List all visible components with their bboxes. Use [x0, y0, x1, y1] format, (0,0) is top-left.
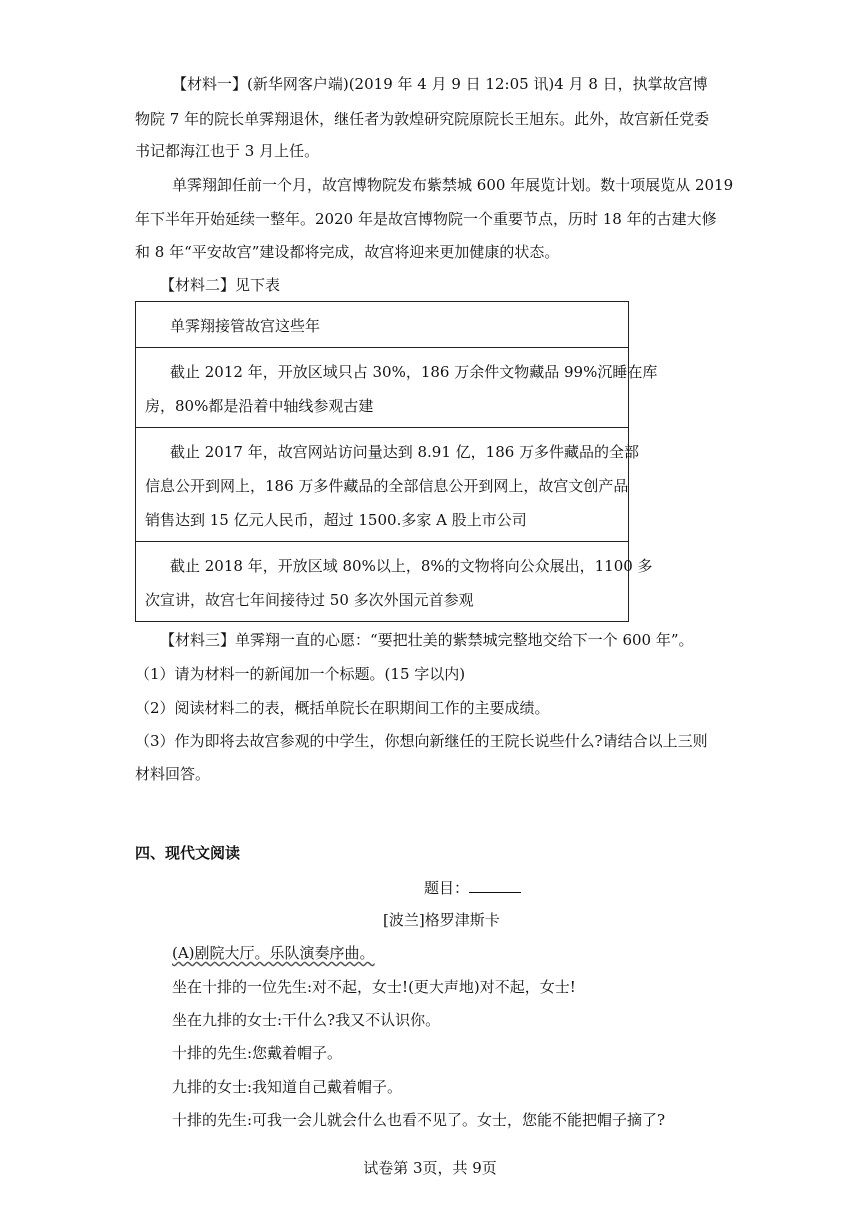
question-3: （3）作为即将去故宫参观的中学生，你想向新继任的王院长说些什么?请结合以上三则	[135, 732, 708, 750]
table-row-2-line-3: 销售达到 15 亿元人民币，超过 1500.多家 A 股上市公司	[145, 511, 527, 529]
material1-line-5: 年下半年开始延续一整年。2020 年是故宫博物院一个重要节点，历时 18 年的古建大修	[135, 210, 717, 228]
material2-label: 【材料二】见下表	[160, 276, 281, 294]
material1-line-1: 【材料一】(新华网客户端)(2019 年 4 月 9 日 12:05 讯)4 月 8 日，执掌故宫博	[172, 75, 708, 93]
material1-line-3: 书记都海江也于 3 月上任。	[135, 142, 320, 160]
table-row	[136, 347, 658, 427]
title-blank[interactable]	[469, 878, 521, 893]
table-row-1-line-2: 房，80%都是沿着中轴线参观古建	[145, 397, 374, 415]
material3: 【材料三】单霁翔一直的心愿：“要把壮美的紫禁城完整地交给下一个 600 年”。	[160, 631, 694, 649]
question-1: （1）请为材料一的新闻加一个标题。(15 字以内)	[135, 665, 466, 683]
table-row-2-line-1: 截止 2017 年，故宫网站访问量达到 8.91 亿，186 万多件藏品的全部	[170, 443, 640, 461]
material1-line-4: 单霁翔卸任前一个月，故宫博物院发布紫禁城 600 年展览计划。数十项展览从 2019	[172, 176, 734, 194]
table-row-3-line-1: 截止 2018 年，开放区域 80%以上，8%的文物将向公众展出，1100 多	[170, 557, 653, 575]
script-line-1: (A)剧院大厅。乐队演奏序曲。	[172, 944, 375, 962]
material1-line-6: 和 8 年“平安故宫”建设都将完成，故宫将迎来更加健康的状态。	[135, 243, 560, 261]
script-line-2: 坐在十排的一位先生:对不起，女士!(更大声地)对不起，女士!	[172, 978, 576, 996]
passage-title-row	[424, 878, 521, 898]
achievements-table	[135, 301, 658, 622]
question-2: （2）阅读材料二的表，概括单院长在职期间工作的主要成绩。	[135, 699, 550, 717]
passage-author: [波兰]格罗津斯卡	[383, 911, 500, 929]
material1-line-2: 物院 7 年的院长单霁翔退休，继任者为敦煌研究院原院长王旭东。此外，故宫新任党委	[135, 110, 710, 128]
table-row	[136, 427, 640, 541]
script-line-3: 坐在九排的女士:干什么?我又不认识你。	[172, 1011, 441, 1029]
table-title: 单霁翔接管故宫这些年	[170, 317, 321, 335]
table-row-1-line-1: 截止 2012 年，开放区域只占 30%，186 万余件文物藏品 99%沉睡在库	[170, 363, 658, 381]
script-line-6: 十排的先生:可我一会儿就会什么也看不见了。女士，您能不能把帽子摘了?	[172, 1111, 666, 1129]
table-row-2-line-2: 信息公开到网上，186 万多件藏品的全部信息公开到网上，故宫文创产品	[145, 477, 629, 495]
script-line-5: 九排的女士:我知道自己戴着帽子。	[172, 1078, 403, 1096]
table-row-3-line-2: 次宣讲，故宫七年间接待过 50 多次外国元首参观	[145, 591, 474, 609]
title-label: 题目：	[424, 879, 470, 897]
page-footer: 试卷第 3页，共 9页	[363, 1159, 497, 1177]
table-row	[136, 541, 653, 621]
script-line-4: 十排的先生:您戴着帽子。	[172, 1044, 343, 1062]
question-3-cont: 材料回答。	[135, 765, 211, 783]
section-heading: 四、现代文阅读	[135, 844, 241, 862]
table-title-cell	[136, 302, 628, 347]
